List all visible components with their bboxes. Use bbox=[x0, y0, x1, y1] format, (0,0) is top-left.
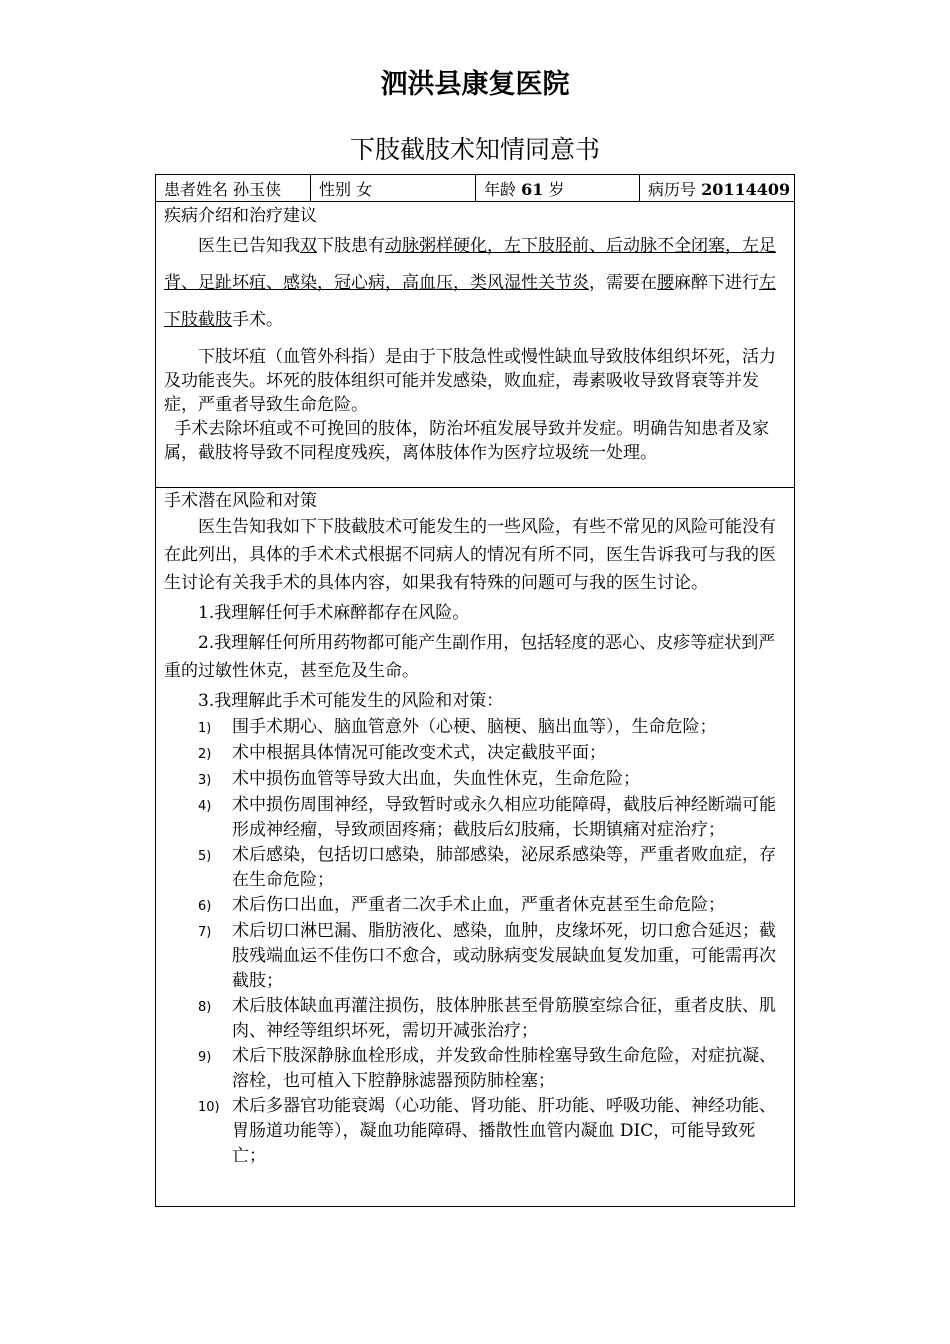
record-number-cell bbox=[640, 175, 794, 201]
risk-statement-3: 3.我理解此手术可能发生的风险和对策： bbox=[198, 691, 504, 711]
list-item: 2) 术中根据具体情况可能改变术式，决定截肢平面； bbox=[198, 743, 606, 763]
patient-name-cell bbox=[156, 175, 311, 201]
section-heading: 疾病介绍和治疗建议 bbox=[164, 206, 317, 226]
record-number-label: 病历号 bbox=[648, 180, 697, 199]
list-item: 6) 术后伤口出血，严重者二次手术止血，严重者休克甚至生命危险； bbox=[198, 895, 725, 915]
diagnosis-paragraph: 医生已告知我双下肢患有动脉粥样硬化，左下肢胫前、后动脉不全闭塞，左足背、足趾坏疽、感染，冠心病，高血压，类风湿性关节炎，需要在腰麻醉下进行左下肢截肢手术。 bbox=[164, 236, 776, 330]
patient-sex-label: 性别 bbox=[319, 180, 352, 199]
patient-info-row bbox=[156, 175, 794, 202]
record-number: 20114409 bbox=[701, 180, 791, 199]
patient-name: 孙玉侠 bbox=[233, 180, 282, 199]
patient-age: 61 bbox=[521, 180, 544, 199]
gangrene-paragraph: 下肢坏疽（血管外科指）是由于下肢急性或慢性缺血导致肢体组织坏死，活力及功能丧失。坏死的肢体组织可能并发感染，败血症，毒素吸收导致肾衰等并发症，严重者导致生命危险。 bbox=[164, 347, 776, 415]
hospital-name: 泗洪县康复医院 bbox=[380, 69, 570, 100]
risk-list bbox=[164, 715, 786, 1169]
list-item: 1) 围手术期心、脑血管意外（心梗、脑梗、脑出血等），生命危险； bbox=[198, 717, 717, 737]
patient-age-cell bbox=[476, 175, 640, 201]
risk-section bbox=[156, 488, 794, 1169]
patient-sex-cell bbox=[311, 175, 476, 201]
patient-age-unit: 岁 bbox=[548, 180, 565, 199]
risk-statement-2: 2.我理解任何所用药物都可能产生副作用，包括轻度的恶心、皮疹等症状到严重的过敏性休克，甚至危及生命。 bbox=[164, 633, 776, 681]
section-heading: 手术潜在风险和对策 bbox=[164, 491, 317, 511]
list-item: 5) 术后感染，包括切口感染，肺部感染，泌尿系感染等，严重者败血症，存在生命危险； bbox=[198, 845, 776, 890]
risk-statement-1: 1.我理解任何手术麻醉都存在风险。 bbox=[198, 603, 470, 623]
list-item: 7) 术后切口淋巴漏、脂肪液化、感染，血肿，皮缘坏死，切口愈合延迟；截肢残端血运不佳伤口不愈合，或动脉病变发展缺血复发加重，可能需再次截肢； bbox=[198, 921, 776, 991]
patient-age-label: 年龄 bbox=[484, 180, 517, 199]
list-item: 3) 术中损伤血管等导致大出血，失血性休克，生命危险； bbox=[198, 769, 640, 789]
list-item: 4) 术中损伤周围神经，导致暂时或永久相应功能障碍，截肢后神经断端可能形成神经瘤，导致顽固疼痛；截肢后幻肢痛，长期镇痛对症治疗； bbox=[198, 795, 776, 840]
disease-intro-section bbox=[156, 202, 794, 488]
list-item: 8) 术后肢体缺血再灌注损伤，肢体肿胀甚至骨筋膜室综合征，重者皮肤、肌肉、神经等组织坏死，需切开减张治疗； bbox=[198, 996, 776, 1041]
risk-intro-paragraph: 医生告知我如下下肢截肢术可能发生的一些风险，有些不常见的风险可能没有在此列出，具体的手术术式根据不同病人的情况有所不同，医生告诉我可与我的医生讨论有关我手术的具体内容，如果我有特殊的问题可与我的医生讨论。 bbox=[164, 517, 776, 593]
patient-sex: 女 bbox=[356, 180, 373, 199]
list-item: 10) 术后多器官功能衰竭（心功能、肾功能、肝功能、呼吸功能、神经功能、胃肠道功能等），凝血功能障碍、播散性血管内凝血 DIC，可能导致死亡； bbox=[198, 1096, 776, 1166]
document-title: 下肢截肢术知情同意书 bbox=[349, 135, 600, 164]
surgery-purpose-paragraph: 手术去除坏疽或不可挽回的肢体，防治坏疽发展导致并发症。明确告知患者及家属，截肢将导致不同程度残疾，离体肢体作为医疗垃圾统一处理。 bbox=[164, 419, 770, 463]
list-item: 9) 术后下肢深静脉血栓形成，并发致命性肺栓塞导致生命危险，对症抗凝、溶栓，也可植入下腔静脉滤器预防肺栓塞； bbox=[198, 1046, 776, 1091]
consent-form bbox=[155, 174, 795, 1207]
patient-name-label: 患者姓名 bbox=[164, 180, 229, 199]
